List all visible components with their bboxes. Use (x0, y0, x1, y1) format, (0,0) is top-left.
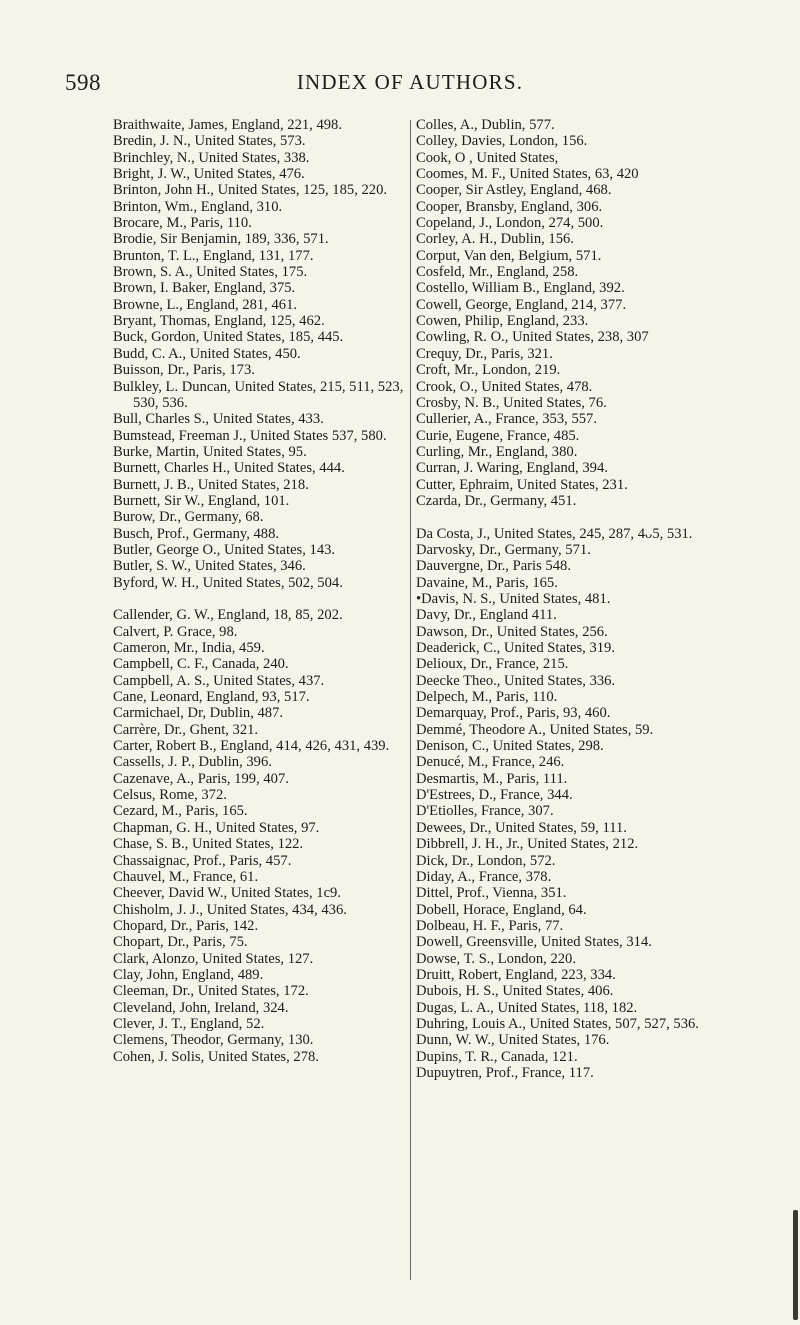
index-entry: Cleveland, John, Ireland, 324. (113, 999, 289, 1016)
index-entry: Cooper, Bransby, England, 306. (416, 198, 603, 215)
index-entry: Calvert, P. Grace, 98. (113, 623, 238, 640)
index-entry: Brodie, Sir Benjamin, 189, 336, 571. (113, 231, 329, 248)
index-entry: Cooper, Sir Astley, England, 468. (416, 182, 612, 199)
index-entry: Dowse, T. S., London, 220. (416, 950, 576, 967)
index-entry: Dolbeau, H. F., Paris, 77. (416, 917, 564, 934)
index-entry: Duhring, Louis A., United States, 507, 527, 536. (416, 1015, 699, 1032)
index-entry: Carrère, Dr., Ghent, 321. (113, 721, 259, 738)
index-entry: Davaine, M., Paris, 165. (416, 574, 558, 591)
index-entry: Clark, Alonzo, United States, 127. (113, 950, 314, 967)
index-entry: Carter, Robert B., England, 414, 426, 431, 439. (113, 738, 390, 755)
index-entry: Czarda, Dr., Germany, 451. (416, 492, 577, 509)
index-entry: Buck, Gordon, United States, 185, 445. (113, 329, 344, 346)
index-entry: Callender, G. W., England, 18, 85, 202. (113, 607, 343, 624)
index-entry: Busch, Prof., Germany, 488. (113, 525, 280, 542)
index-entry: Brown, I. Baker, England, 375. (113, 280, 296, 297)
index-entry: Diday, A., France, 378. (416, 868, 552, 885)
index-entry: Croft, Mr., London, 219. (416, 362, 561, 379)
index-entry: Burke, Martin, United States, 95. (113, 443, 307, 460)
index-entry: Dupins, T. R., Canada, 121. (416, 1048, 578, 1065)
index-entry: Burnett, Sir W., England, 101. (113, 492, 290, 509)
index-entry: Chopart, Dr., Paris, 75. (113, 934, 248, 951)
index-entry: Chisholm, J. J., United States, 434, 436. (113, 901, 347, 918)
index-entry: Demmé, Theodore A., United States, 59. (416, 721, 654, 738)
index-entry: Crequy, Dr., Paris, 321. (416, 345, 553, 362)
index-entry: Deaderick, C., United States, 319. (416, 640, 615, 657)
index-entry: Cutter, Ephraim, United States, 231. (416, 476, 628, 493)
index-entry: Carmichael, Dr, Dublin, 487. (113, 705, 284, 722)
index-group-d (416, 526, 734, 1082)
index-entry: Chapman, G. H., United States, 97. (113, 819, 320, 836)
index-entry: Costello, William B., England, 392. (416, 280, 625, 297)
index-entry: Clemens, Theodor, Germany, 130. (113, 1032, 314, 1049)
group-gap (416, 509, 734, 525)
index-entry: Bredin, J. N., United States, 573. (113, 133, 306, 150)
index-entry: Burnett, J. B., United States, 218. (113, 476, 309, 493)
running-title: INDEX OF AUTHORS. (296, 70, 524, 94)
index-entry: Burow, Dr., Germany, 68. (113, 509, 264, 526)
index-entry: Cowen, Philip, England, 233. (416, 313, 589, 330)
index-entry: Cleeman, Dr., United States, 172. (113, 983, 309, 1000)
index-entry: Brunton, T. L., England, 131, 177. (113, 247, 314, 264)
index-entry: •Davis, N. S., United States, 481. (416, 591, 611, 608)
index-entry: Dawson, Dr., United States, 256. (416, 623, 608, 640)
index-entry: Braithwaite, James, England, 221, 498. (113, 117, 342, 133)
index-entry: Dobell, Horace, England, 64. (416, 901, 587, 918)
index-entry: Curran, J. Waring, England, 394. (416, 460, 608, 477)
index-entry: Cameron, Mr., India, 459. (113, 640, 265, 657)
index-entry: Corput, Van den, Belgium, 571. (416, 247, 602, 264)
index-entry: Curie, Eugene, France, 485. (416, 427, 580, 444)
index-group-c (113, 607, 408, 1065)
index-entry: Brinton, Wm., England, 310. (113, 198, 283, 215)
index-group-c-continued (416, 117, 734, 509)
group-gap (113, 591, 408, 607)
index-column-right (416, 117, 734, 1081)
index-entry: Dupuytren, Prof., France, 117. (416, 1064, 594, 1081)
index-entry: Dugas, L. A., United States, 118, 182. (416, 999, 638, 1016)
index-entry: Crook, O., United States, 478. (416, 378, 593, 395)
index-entry: Cohen, J. Solis, United States, 278. (113, 1048, 319, 1065)
index-entry: Denucé, M., France, 246. (416, 754, 565, 771)
index-entry: Brinton, John H., United States, 125, 185, 220. (113, 182, 388, 199)
index-entry: Coomes, M. F., United States, 63, 420 (416, 166, 639, 183)
index-entry: Bryant, Thomas, England, 125, 462. (113, 313, 325, 330)
index-entry: Bright, J. W., United States, 476. (113, 166, 305, 183)
index-entry: Crosby, N. B., United States, 76. (416, 394, 607, 411)
index-entry: Butler, George O., United States, 143. (113, 541, 336, 558)
column-divider (410, 120, 411, 1280)
index-entry: Cosfeld, Mr., England, 258. (416, 264, 579, 281)
index-entry: Colles, A., Dublin, 577. (416, 117, 555, 133)
index-entry: Bulkley, L. Duncan, United States, 215, 511, 523, 530, 536. (113, 378, 404, 411)
index-entry: Burnett, Charles H., United States, 444. (113, 460, 345, 477)
page-number: 598 (65, 70, 101, 95)
index-entry: Delioux, Dr., France, 215. (416, 656, 569, 673)
index-entry: D'Etiolles, France, 307. (416, 803, 554, 820)
index-entry: Cowell, George, England, 214, 377. (416, 296, 627, 313)
index-entry: Davy, Dr., England 411. (416, 607, 557, 624)
index-entry: Brocare, M., Paris, 110. (113, 215, 252, 232)
index-entry: Druitt, Robert, England, 223, 334. (416, 966, 616, 983)
index-entry: Dubois, H. S., United States, 406. (416, 983, 614, 1000)
index-entry: Clever, J. T., England, 52. (113, 1015, 265, 1032)
index-entry: Dowell, Greensville, United States, 314. (416, 934, 652, 951)
index-entry: Budd, C. A., United States, 450. (113, 345, 301, 362)
index-entry: Brown, S. A., United States, 175. (113, 264, 308, 281)
index-entry: Dittel, Prof., Vienna, 351. (416, 885, 567, 902)
index-entry: Cowling, R. O., United States, 238, 307 (416, 329, 649, 346)
index-entry: Delpech, M., Paris, 110. (416, 689, 558, 706)
index-entry: Cook, O , United States, (416, 149, 559, 166)
index-entry: Campbell, C. F., Canada, 240. (113, 656, 289, 673)
index-entry: Celsus, Rome, 372. (113, 787, 227, 804)
index-entry: Deecke Theo., United States, 336. (416, 672, 616, 689)
index-entry: Cane, Leonard, England, 93, 517. (113, 689, 310, 706)
index-entry: Dibbrell, J. H., Jr., United States, 212. (416, 836, 639, 853)
index-entry: Cheever, David W., United States, 1c9. (113, 885, 342, 902)
index-entry: Darvosky, Dr., Germany, 571. (416, 541, 591, 558)
index-entry: Chase, S. B., United States, 122. (113, 836, 304, 853)
index-entry: Campbell, A. S., United States, 437. (113, 672, 325, 689)
index-entry: Copeland, J., London, 274, 500. (416, 215, 604, 232)
index-column-left (113, 117, 408, 1065)
index-entry: Bull, Charles S., United States, 433. (113, 411, 324, 428)
page-header (0, 70, 800, 110)
index-entry: Bumstead, Freeman J., United States 537, 580. (113, 427, 387, 444)
index-entry: Cezard, M., Paris, 165. (113, 803, 248, 820)
index-entry: Butler, S. W., United States, 346. (113, 558, 306, 575)
index-entry: Chopard, Dr., Paris, 142. (113, 917, 259, 934)
index-entry: Chassaignac, Prof., Paris, 457. (113, 852, 292, 869)
index-entry: Browne, L., England, 281, 461. (113, 296, 298, 313)
index-entry: Desmartis, M., Paris, 111. (416, 770, 568, 787)
index-entry: Brinchley, N., United States, 338. (113, 149, 310, 166)
index-entry: Cazenave, A., Paris, 199, 407. (113, 770, 289, 787)
index-entry: Demarquay, Prof., Paris, 93, 460. (416, 705, 611, 722)
index-entry: Dewees, Dr., United States, 59, 111. (416, 819, 627, 836)
index-entry: Byford, W. H., United States, 502, 504. (113, 574, 343, 591)
index-group-b (113, 117, 408, 591)
index-entry: Buisson, Dr., Paris, 173. (113, 362, 255, 379)
index-entry: Denison, C., United States, 298. (416, 738, 604, 755)
index-entry: Dick, Dr., London, 572. (416, 852, 556, 869)
index-entry: Curling, Mr., England, 380. (416, 443, 578, 460)
index-entry: Da Costa, J., United States, 245, 287, 4ᴗ5, 531. (416, 525, 693, 542)
index-entry: Cassells, J. P., Dublin, 396. (113, 754, 272, 771)
index-entry: Dunn, W. W., United States, 176. (416, 1032, 610, 1049)
index-entry: Colley, Davies, London, 156. (416, 133, 588, 150)
index-entry: Chauvel, M., France, 61. (113, 868, 259, 885)
page-edge-shadow (793, 1210, 798, 1320)
index-entry: Corley, A. H., Dublin, 156. (416, 231, 574, 248)
index-entry: Cullerier, A., France, 353, 557. (416, 411, 597, 428)
index-entry: Dauvergne, Dr., Paris 548. (416, 558, 571, 575)
index-entry: D'Estrees, D., France, 344. (416, 787, 573, 804)
index-entry: Clay, John, England, 489. (113, 966, 264, 983)
